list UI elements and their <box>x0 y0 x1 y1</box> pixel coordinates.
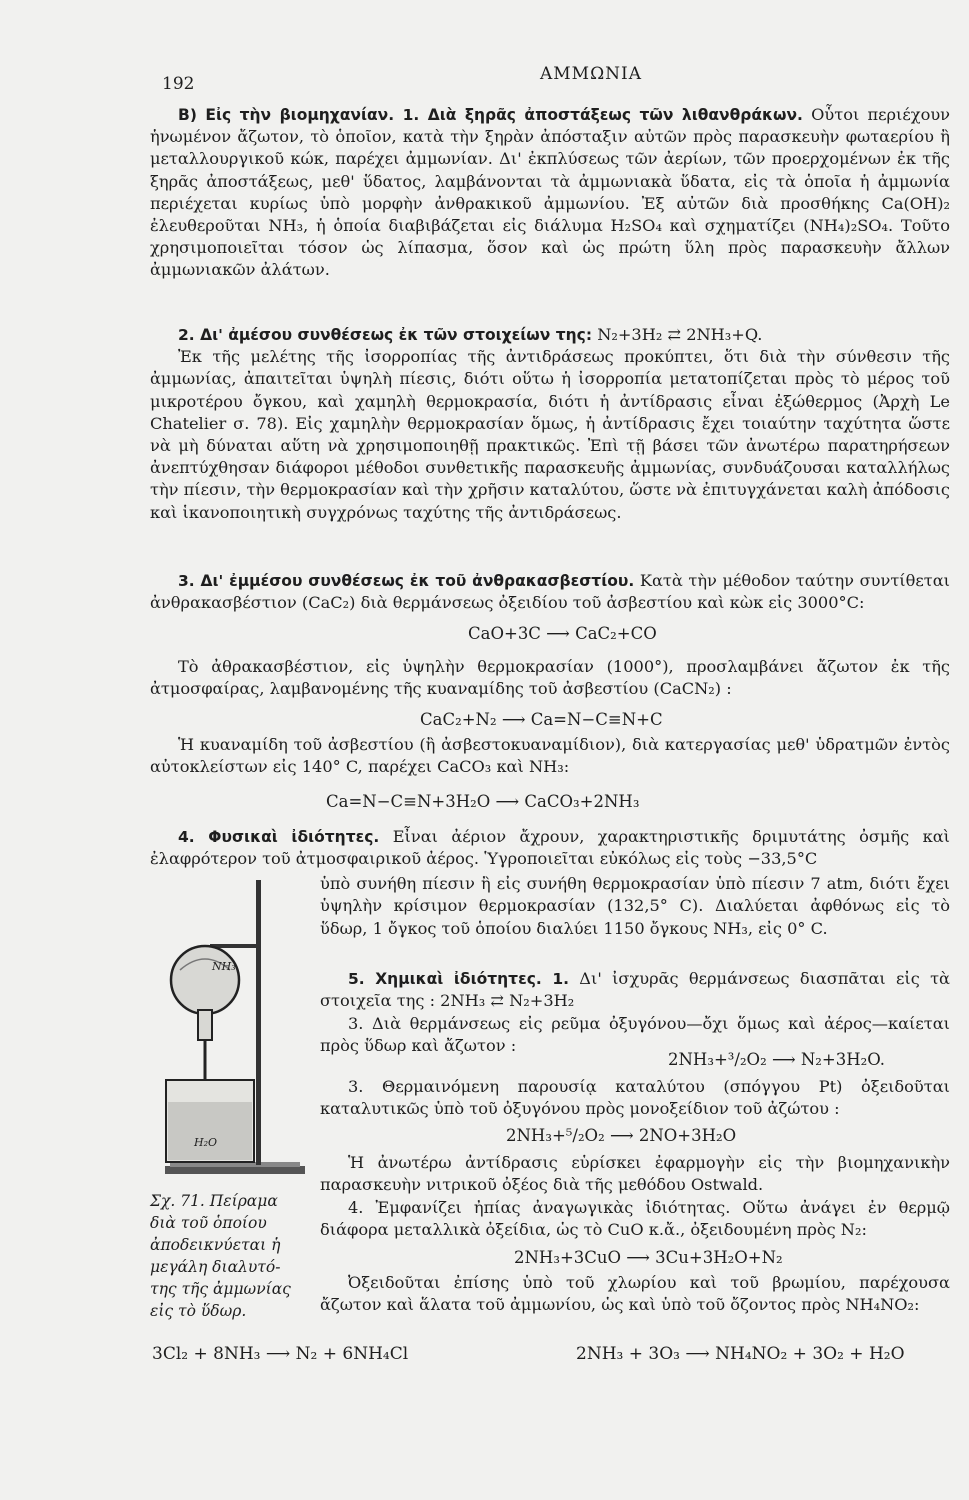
equation-combustion: 2NH₃+³/₂O₂ ⟶ N₂+3H₂O. <box>668 1050 886 1069</box>
section-5-p2: 3. Διὰ θερμάνσεως εἰς ρεῦμα ὀξυγόνου—ὄχι ὅμως καὶ ἀέρος—καίεται πρὸς ὕδωρ καὶ ἄζωτον : <box>320 1013 950 1055</box>
section-5-p1: Δι' ἰσχυρᾶς θερμάνσεως διασπᾶται εἰς τὰ στοιχεῖα της : 2NH₃ ⇄ N₂+3H₂ <box>320 969 950 1011</box>
equation-cac2-formation: CaO+3C ⟶ CaC₂+CO <box>468 624 657 643</box>
section-5-p3: 3. Θερμαινόμενη παρουσίᾳ καταλύτου (σπόγγου Pt) ὀξειδοῦται καταλυτικῶς ὑπὸ τοῦ ὀξυγόνου πρὸς μονοξείδιον τοῦ ἀζώτου : <box>320 1077 950 1119</box>
section-2-heading: 2. Δι' ἀμέσου συνθέσεως ἐκ τῶν στοιχείων της: <box>178 326 593 344</box>
section-2-body: Ἐκ τῆς μελέτης τῆς ἰσορροπίας τῆς ἀντιδράσεως προκύπτει, ὅτι διὰ τὴν σύνθεσιν τῆς ἀμμωνίας, ἀπαιτεῖται ὑψηλὴ πίεσις, διότι οὕτω ἡ ἰσορροπία μετατοπίζεται πρὸς τὸ μέρος τοῦ μικροτέρου ὄγκου, καὶ χαμηλὴ θερμοκρασία, διότι ἡ ἀντίδρασις εἶναι ἐξώθερμος (Ἀρχὴ Le Chatelier σ. 78). Εἰς χαμηλὴν θερμοκρασίαν ὅμως, ἡ ἀντίδρασις ἔχει τοιαύτην ταχύτητα ὥστε νὰ μὴ δύναται αὕτη νὰ χρησιμοποιηθῇ πρακτικῶς. Ἐπὶ τῇ βάσει τῶν ἀνωτέρω παρατηρήσεων ἀνεπτύχθησαν διάφοροι μέθοδοι συνθετικῆς παρασκευῆς ἀμμωνίας, συνδυάζουσαι καταλλήλως τὴν πίεσιν, τὴν θερμοκρασίαν καὶ τὴν χρῆσιν καταλύτου, ὥστε νὰ ἐπιτυγχάνεται καλὴ ἀπόδοσις καὶ ἱκανοποιητικὴ συγχρόνως ταχύτης τῆς ἀντιδράσεως. <box>150 347 950 522</box>
section-b <box>150 104 950 282</box>
section-2 <box>150 324 950 524</box>
equation-cyanamide: CaC₂+N₂ ⟶ Ca=N−C≡N+C <box>420 710 663 729</box>
section-b-heading: Β) Εἰς τὴν βιομηχανίαν. 1. Διὰ ξηρᾶς ἀποστάξεως τῶν λιθανθράκων. <box>178 106 803 124</box>
section-3-heading: 3. Δι' ἐμμέσου συνθέσεως ἐκ τοῦ ἀνθρακασβεστίου. <box>178 572 635 590</box>
section-4 <box>150 826 950 870</box>
section-3-para-3: Ἡ κυαναμίδη τοῦ ἀσβεστίου (ἢ ἀσβεστοκυαναμίδιον), διὰ κατεργασίας μεθ' ὑδρατμῶν ἐντὸς αὐτοκλείστων εἰς 140° C, παρέχει CaCO₃ καὶ NH₃: <box>150 735 950 777</box>
equation-ozone: 2NH₃ + 3O₃ ⟶ NH₄NO₂ + 3O₂ + H₂O <box>576 1344 905 1364</box>
section-4-rest: ὑπὸ συνήθη πίεσιν ἢ εἰς συνήθη θερμοκρασίαν ὑπὸ πίεσιν 7 atm, διότι ἔχει ὑψηλὴν κρίσιμον θερμοκρασίαν (132,5° C). Διαλύεται ἀφθόνως εἰς τὸ ὕδωρ, 1 ὄγκος τοῦ ὁποίου διαλύει 1150 ὄγκους NH₃, εἰς 0° C. <box>320 874 950 938</box>
section-5-p4: Ἡ ἀνωτέρω ἀντίδρασις εὑρίσκει ἐφαρμογὴν εἰς τὴν βιομηχανικὴν παρασκευὴν νιτρικοῦ ὀξέος διὰ τῆς μεθόδου Ostwald. 4. Ἐμφανίζει ἠπίας ἀναγωγικὰς ἰδιότητας. Οὕτω ἀνάγει ἐν θερμῷ διάφορα μεταλλικὰ ὀξείδια, ὡς τὸ CuO κ.ἄ., ὀξειδουμένη πρὸς N₂: <box>320 1153 950 1239</box>
section-5-heading: 5. Χημικαὶ ἰδιότητες. 1. <box>348 970 569 988</box>
flask-label: NH₃ <box>212 960 236 973</box>
ammonia-fountain-figure <box>160 870 310 1180</box>
section-3 <box>150 570 950 614</box>
equation-chlorine: 3Cl₂ + 8NH₃ ⟶ N₂ + 6NH₄Cl <box>152 1344 409 1364</box>
section-4-lead: Εἶναι ἀέριον ἄχρουν, χαρακτηριστικῆς δριμυτάτης ὀσμῆς καὶ ἐλαφρότερον τοῦ ἀτμοσφαιρικοῦ ἀέρος. Ὑγροποιεῖται εὐκόλως εἰς τοὺς −33,5°C <box>150 827 950 869</box>
figure-caption: Σχ. 71. Πείραμα διὰ τοῦ ὁποίου ἀποδεικνύεται ἡ μεγάλη διαλυτό- της τῆς ἀμμωνίας εἰς τὸ ὕδωρ. <box>150 1192 291 1320</box>
equation-catalytic-oxidation: 2NH₃+⁵/₂O₂ ⟶ 2NO+3H₂O <box>506 1126 737 1145</box>
equation-cuo-reduction: 2NH₃+3CuO ⟶ 3Cu+3H₂O+N₂ <box>514 1248 783 1267</box>
equation-hydrolysis: Ca=N−C≡N+3H₂O ⟶ CaCO₃+2NH₃ <box>326 792 640 811</box>
section-2-equation: N₂+3H₂ ⇄ 2NH₃+Q. <box>597 325 763 344</box>
section-b-body: Οὗτοι περιέχουν ἡνωμένον ἄζωτον, τὸ ὁποῖον, κατὰ τὴν ξηρὰν ἀπόσταξιν αὐτῶν πρὸς παρασκευὴν φωταερίου ἢ μεταλλουργικοῦ κώκ, παρέχει ἀμμωνίαν. Δι' ἐκπλύσεως τῶν ἀερίων, τῶν προερχομένων ἐκ τῆς ξηρᾶς ἀποστάξεως, μεθ' ὕδατος, λαμβάνονται τὰ ἀμμωνιακὰ ὕδατα, εἰς τὰ ὁποῖα ἡ ἀμμωνία περιέχεται κυρίως ὑπὸ μορφὴν ἀνθρακικοῦ ἀμμωνίου. Ἐξ αὐτῶν διὰ προσθήκης Ca(OH)₂ ἐλευθεροῦται NH₃, ἡ ὁποία διαβιβάζεται εἰς διάλυμα H₂SO₄ καὶ σχηματίζει (NH₄)₂SO₄. Τοῦτο χρησιμοποιεῖται τόσον ὡς λίπασμα, ὅσον καὶ ὡς πρώτη ὕλη πρὸς παρασκευὴν ἄλλων ἀμμωνιακῶν ἀλάτων. <box>150 105 951 280</box>
water-label: H₂O <box>194 1136 218 1149</box>
section-3-body: Κατὰ τὴν μέθοδον ταύτην συντίθεται ἀνθρακασβέστιον (CaC₂) διὰ θερμάνσεως ὀξειδίου τοῦ ἀσβεστίου καὶ κὼκ εἰς 3000°C: <box>150 571 950 613</box>
section-4-heading: 4. Φυσικαὶ ἰδιότητες. <box>178 828 380 846</box>
running-head: ΑΜΜΩΝΙΑ <box>540 64 643 84</box>
section-3-para-2: Τὸ ἀθρακασβέστιον, εἰς ὑψηλὴν θερμοκρασίαν (1000°), προσλαμβάνει ἄζωτον ἐκ τῆς ἀτμοσφαίρας, λαμβανομένης τῆς κυαναμίδης τοῦ ἀσβεστίου (CaCN₂) : <box>150 657 950 699</box>
page-number: 192 <box>162 74 195 94</box>
section-5 <box>320 968 950 1057</box>
section-5-p6: Ὀξειδοῦται ἐπίσης ὑπὸ τοῦ χλωρίου καὶ τοῦ βρωμίου, παρέχουσα ἄζωτον καὶ ἅλατα τοῦ ἀμμωνίου, ὡς καὶ ὑπὸ τοῦ ὄζοντος πρὸς NH₄NO₂: <box>320 1273 950 1315</box>
